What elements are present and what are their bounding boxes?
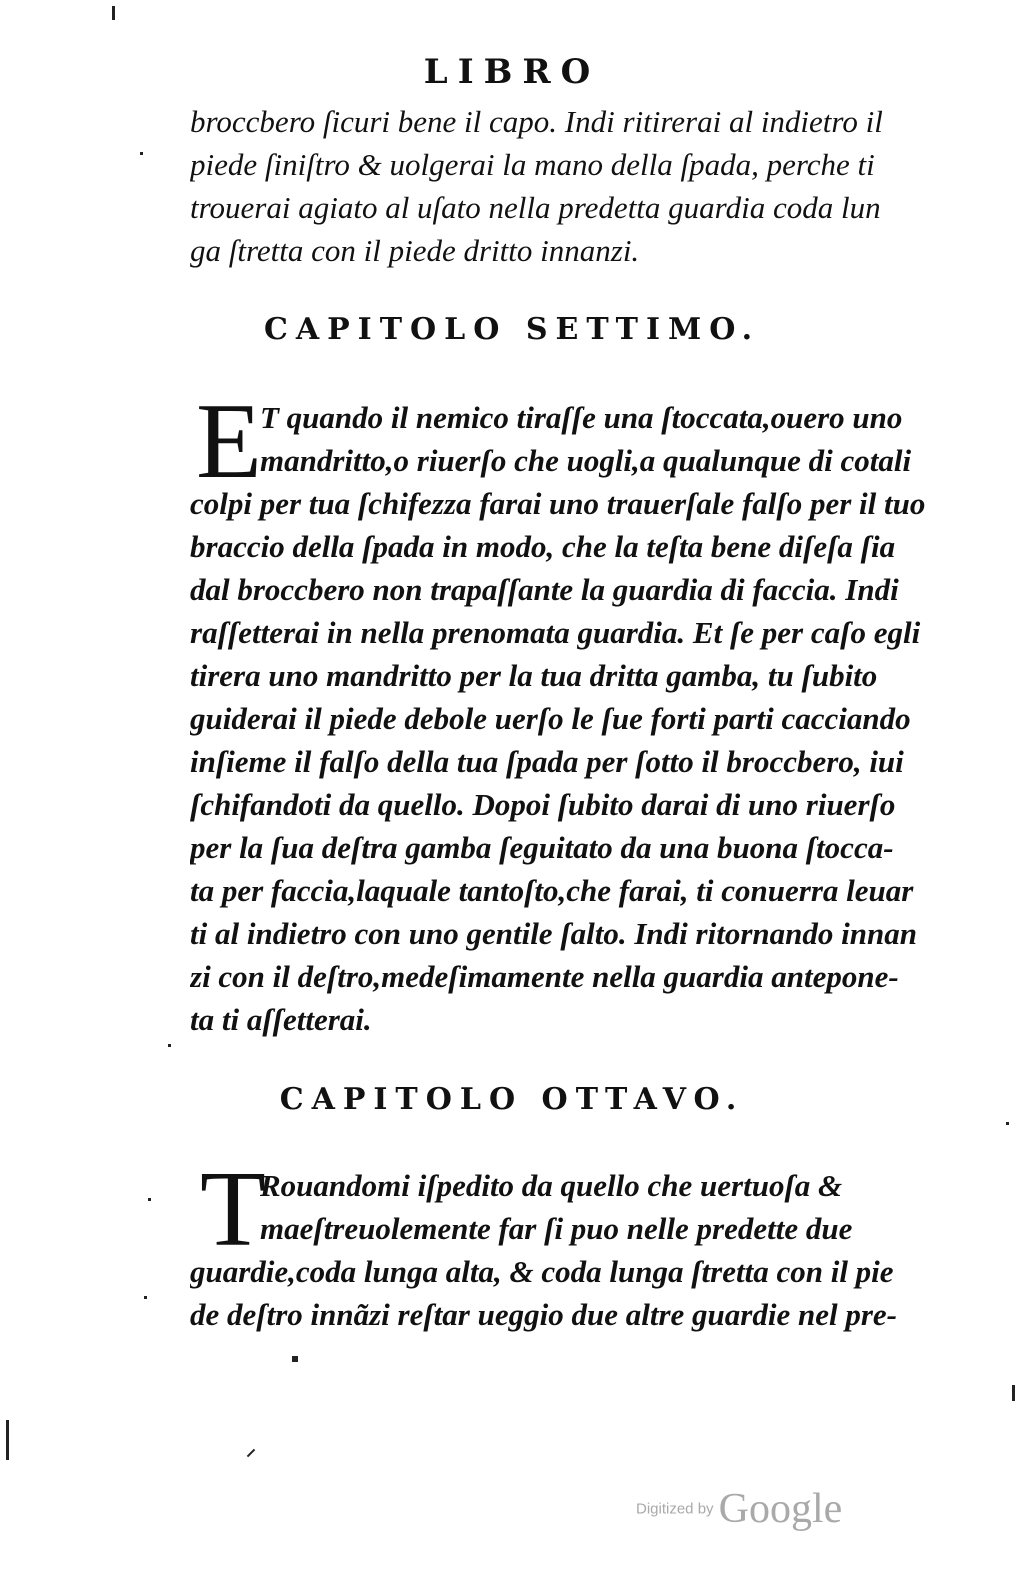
watermark-small-text: Digitized by bbox=[636, 1500, 714, 1518]
text-line: T quando il nemico tiraſſe una ſtoccata,ouero uno bbox=[260, 400, 903, 435]
scan-speck bbox=[1012, 1385, 1015, 1401]
text-line: guiderai il piede debole uerſo le ſue forti parti cacciando bbox=[190, 701, 911, 736]
text-line: mandritto,o riuerſo che uogli,a qualunque di cotali bbox=[260, 443, 912, 478]
chapter-8-drop-cap: T bbox=[200, 1150, 266, 1269]
text-line: broccbero ſicuri bene il capo. Indi ritirerai al indietro il bbox=[190, 104, 883, 139]
text-line: ti al indietro con uno gentile ſalto. Indi ritornando innan bbox=[190, 916, 917, 951]
running-head: LIBRO bbox=[423, 52, 601, 92]
scan-speck bbox=[168, 1044, 171, 1047]
scan-speck bbox=[140, 152, 143, 155]
text-line: ta ti aſſetterai. bbox=[190, 1002, 372, 1037]
watermark-logo-text: Google bbox=[718, 1486, 843, 1532]
scan-speck bbox=[6, 1420, 9, 1460]
chapter-8-paragraph bbox=[190, 1150, 930, 1336]
chapter-8-heading: CAPITOLO OTTAVO. bbox=[279, 1082, 745, 1117]
scan-speck bbox=[148, 1198, 151, 1201]
text-line: tirera uno mandritto per la tua dritta gamba, tu ſubito bbox=[190, 658, 878, 693]
text-line: colpi per tua ſchifezza farai uno trauerſale falſo per il tuo bbox=[190, 486, 926, 521]
chapter-7-paragraph bbox=[190, 382, 930, 1041]
top-paragraph bbox=[190, 100, 930, 272]
text-line: per la ſua deſtra gamba ſeguitato da una buona ſtocca- bbox=[190, 830, 894, 865]
text-line: trouerai agiato al uſato nella predetta guardia coda lun bbox=[190, 190, 881, 225]
scan-speck bbox=[112, 6, 115, 20]
scan-speck bbox=[1006, 1122, 1009, 1125]
text-line: zi con il deſtro,medeſimamente nella guardia antepone- bbox=[190, 959, 899, 994]
chapter-7-heading: CAPITOLO SETTIMO. bbox=[263, 312, 761, 347]
scan-speck bbox=[247, 1449, 255, 1457]
text-line: braccio della ſpada in modo, che la teſta bene diſeſa ſia bbox=[190, 529, 896, 564]
text-line: ta per faccia,laquale tantoſto,che farai, ti conuerra leuar bbox=[190, 873, 914, 908]
chapter-7-drop-cap: E bbox=[196, 382, 262, 501]
text-line: piede ſiniſtro & uolgerai la mano della ſpada, perche ti bbox=[190, 147, 875, 182]
text-line: guardie,coda lunga alta, & coda lunga ſtretta con il pie bbox=[190, 1254, 894, 1289]
digitized-watermark bbox=[636, 1485, 842, 1533]
text-line: maeſtreuolemente far ſi puo nelle predette due bbox=[260, 1211, 853, 1246]
text-line: raſſetterai in nella prenomata guardia. Et ſe per caſo egli bbox=[190, 615, 921, 650]
scan-speck bbox=[292, 1356, 298, 1362]
text-line: Rouandomi iſpedito da quello che uertuoſa & bbox=[260, 1168, 843, 1203]
text-line: ga ſtretta con il piede dritto innanzi. bbox=[190, 233, 640, 268]
text-line: dal broccbero non trapaſſante la guardia di faccia. Indi bbox=[190, 572, 899, 607]
text-line: inſieme il falſo della tua ſpada per ſotto il broccbero, iui bbox=[190, 744, 904, 779]
text-line: ſchifandoti da quello. Dopoi ſubito darai di uno riuerſo bbox=[190, 787, 896, 822]
text-line: de deſtro innãzi reſtar ueggio due altre guardie nel pre- bbox=[190, 1297, 897, 1332]
scan-speck bbox=[144, 1296, 147, 1299]
